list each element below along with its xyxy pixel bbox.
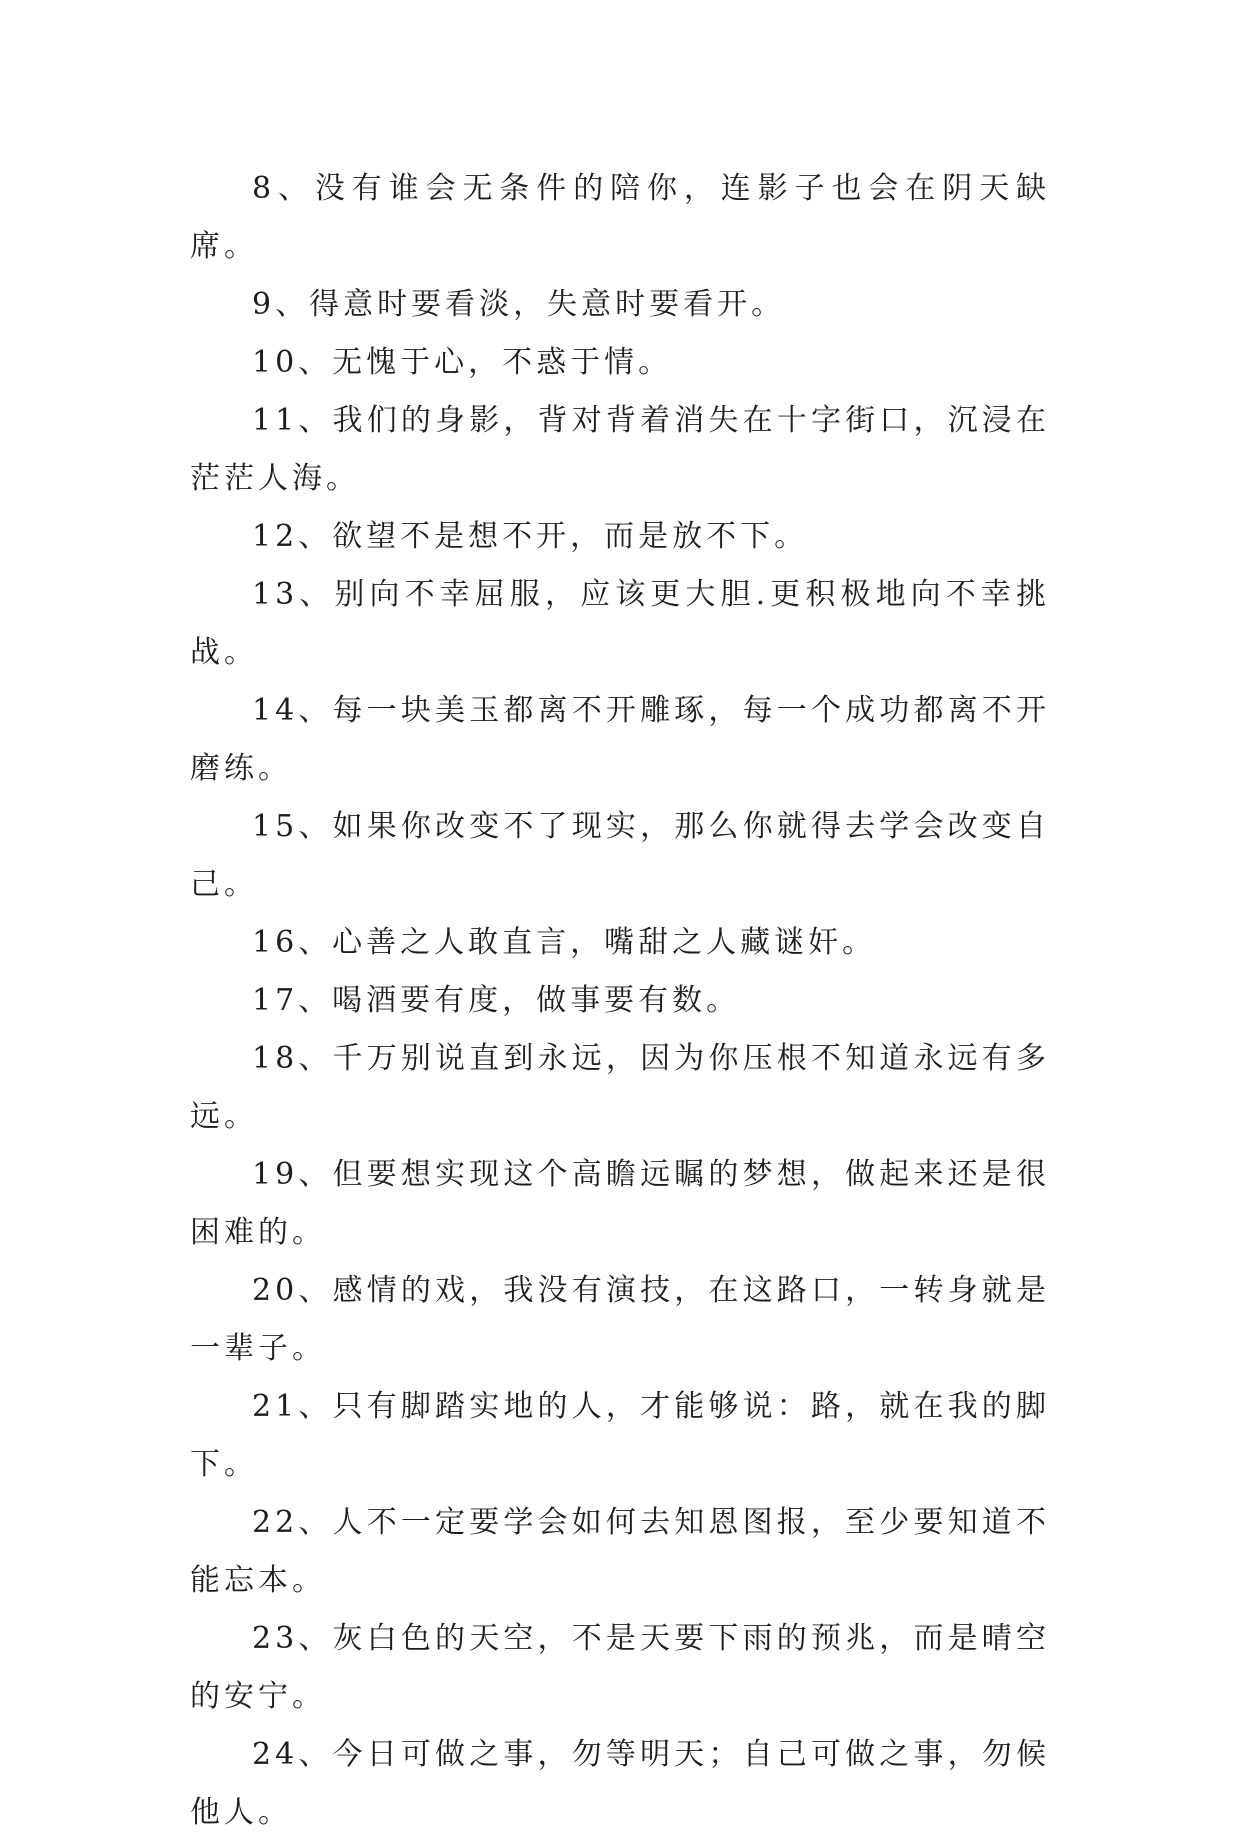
quote-item-24: 24、今日可做之事，勿等明天；自己可做之事，勿候他人。 bbox=[190, 1737, 1050, 1830]
quote-list bbox=[190, 160, 1050, 1842]
quote-item-16: 16、心善之人敢直言，嘴甜之人藏谜奸。 bbox=[252, 925, 877, 960]
quote-item-19: 19、但要想实现这个高瞻远瞩的梦想，做起来还是很困难的。 bbox=[190, 1157, 1050, 1250]
quote-item-14: 14、每一块美玉都离不开雕琢，每一个成功都离不开磨练。 bbox=[190, 693, 1050, 786]
quote-item-22: 22、人不一定要学会如何去知恩图报，至少要知道不能忘本。 bbox=[190, 1505, 1050, 1598]
quote-item-21: 21、只有脚踏实地的人，才能够说：路，就在我的脚下。 bbox=[190, 1389, 1050, 1482]
quote-item-15: 15、如果你改变不了现实，那么你就得去学会改变自己。 bbox=[190, 809, 1050, 902]
quote-item-11: 11、我们的身影，背对背着消失在十字街口，沉浸在茫茫人海。 bbox=[190, 403, 1050, 496]
quote-item-18: 18、千万别说直到永远，因为你压根不知道永远有多远。 bbox=[190, 1041, 1050, 1134]
quote-item-13: 13、别向不幸屈服，应该更大胆.更积极地向不幸挑战。 bbox=[190, 577, 1050, 670]
quote-item-12: 12、欲望不是想不开，而是放不下。 bbox=[252, 519, 809, 554]
quote-item-23: 23、灰白色的天空，不是天要下雨的预兆，而是晴空的安宁。 bbox=[190, 1621, 1050, 1714]
quote-item-9: 9、得意时要看淡，失意时要看开。 bbox=[252, 287, 786, 322]
quote-item-17: 17、喝酒要有度，做事要有数。 bbox=[252, 983, 741, 1018]
quote-item-8: 8、没有谁会无条件的陪你，连影子也会在阴天缺席。 bbox=[190, 171, 1050, 264]
quote-item-20: 20、感情的戏，我没有演技，在这路口，一转身就是一辈子。 bbox=[190, 1273, 1050, 1366]
quote-item-10: 10、无愧于心，不惑于情。 bbox=[252, 345, 673, 380]
